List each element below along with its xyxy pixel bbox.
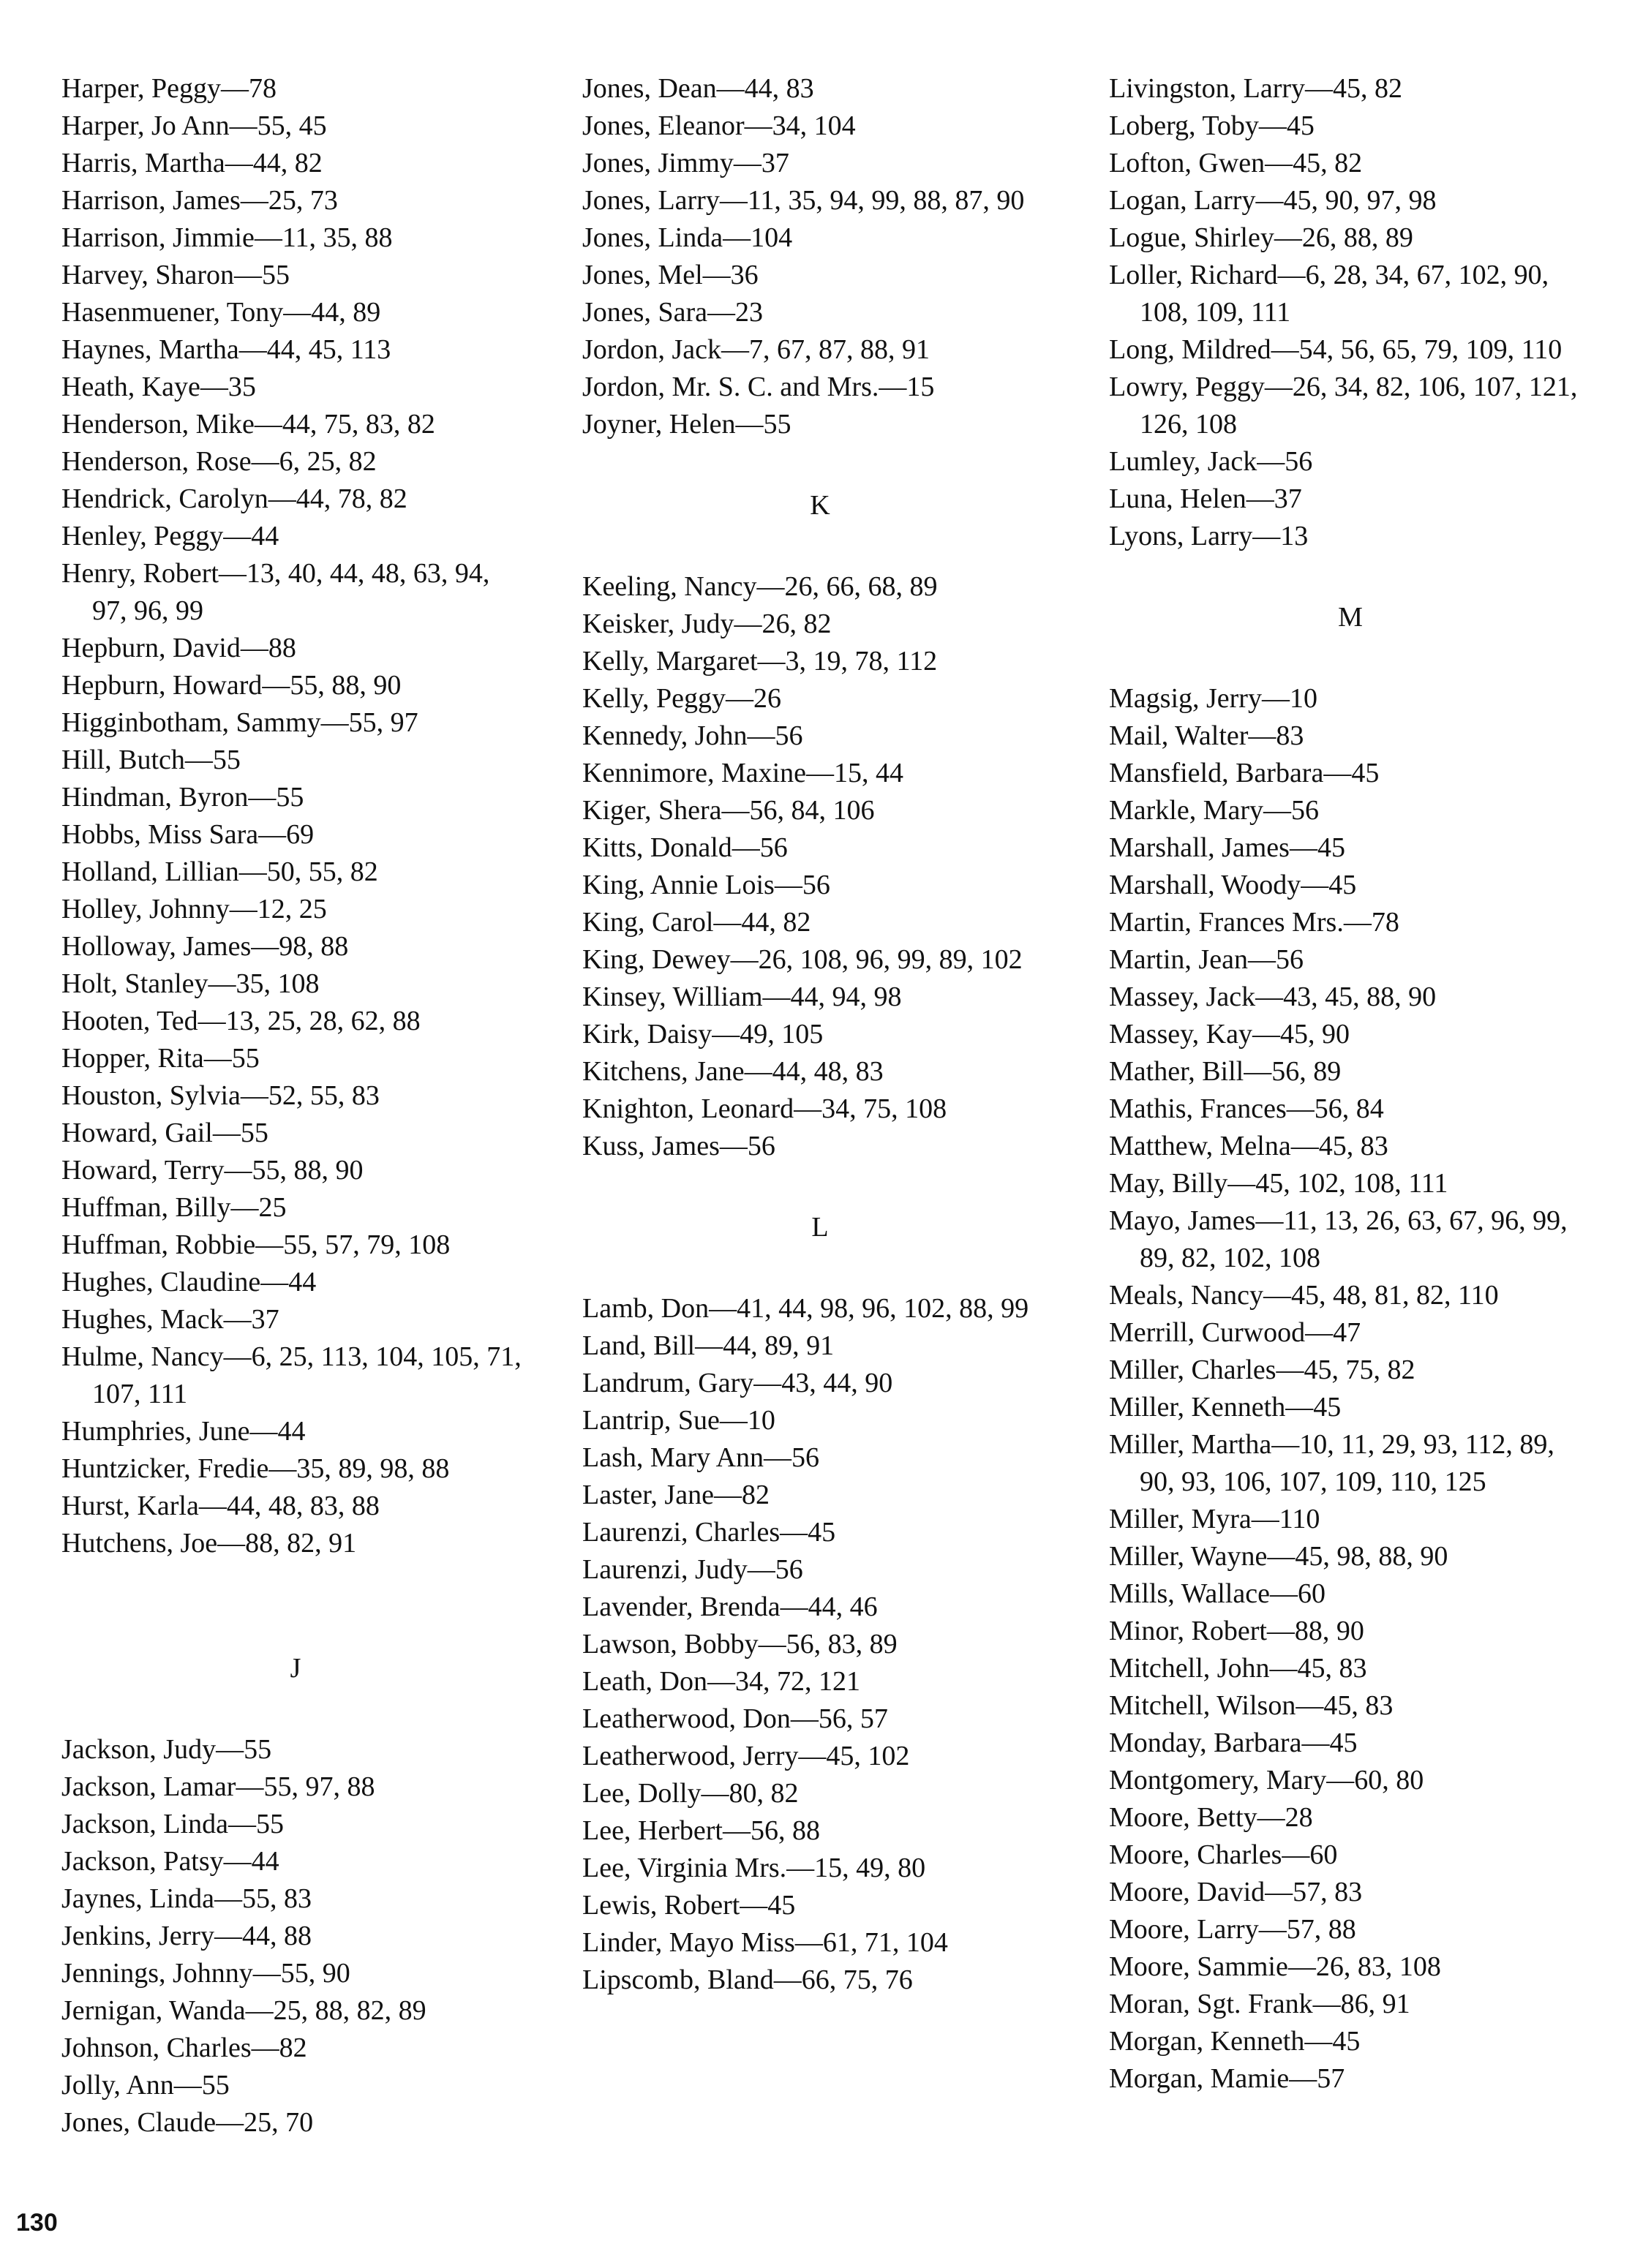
index-entry: Harrison, James—25, 73 [61, 185, 338, 216]
index-entry: Hutchens, Joe—88, 82, 91 [61, 1528, 357, 1559]
index-entry: Leatherwood, Jerry—45, 102 [582, 1741, 910, 1771]
index-entry: Jackson, Patsy—44 [61, 1846, 279, 1877]
index-entry: Mansfield, Barbara—45 [1109, 758, 1380, 788]
index-entry: Moore, Larry—57, 88 [1109, 1914, 1356, 1945]
index-entry: Lewis, Robert—45 [582, 1890, 796, 1921]
index-entry: Hepburn, Howard—55, 88, 90 [61, 670, 402, 701]
index-entry: Huntzicker, Fredie—35, 89, 98, 88 [61, 1453, 450, 1484]
index-entry: Keeling, Nancy—26, 66, 68, 89 [582, 571, 938, 602]
index-entry: Lofton, Gwen—45, 82 [1109, 148, 1363, 178]
index-entry: Higginbotham, Sammy—55, 97 [61, 707, 418, 738]
index-entry: Kitchens, Jane—44, 48, 83 [582, 1056, 884, 1087]
page-number: 130 [16, 2209, 58, 2237]
section-letter: M [1338, 602, 1363, 633]
index-entry: Jordon, Jack—7, 67, 87, 88, 91 [582, 334, 930, 365]
index-entry: Massey, Jack—43, 45, 88, 90 [1109, 982, 1437, 1012]
index-entry: Jolly, Ann—55 [61, 2070, 230, 2101]
index-entry: Harper, Jo Ann—55, 45 [61, 110, 327, 141]
index-entry: Miller, Myra—110 [1109, 1504, 1320, 1534]
index-entry: Knighton, Leonard—34, 75, 108 [582, 1093, 947, 1124]
index-entry: Livingston, Larry—45, 82 [1109, 73, 1403, 104]
index-entry: Holland, Lillian—50, 55, 82 [61, 856, 378, 887]
index-entry: Kiger, Shera—56, 84, 106 [582, 795, 875, 826]
index-entry: Laurenzi, Judy—56 [582, 1554, 803, 1585]
index-entry: Kuss, James—56 [582, 1131, 775, 1161]
index-entry: Lee, Virginia Mrs.—15, 49, 80 [582, 1853, 926, 1883]
index-entry: Linder, Mayo Miss—61, 71, 104 [582, 1927, 948, 1958]
index-group [61, 70, 530, 1562]
index-entry: Johnson, Charles—82 [61, 2032, 307, 2063]
index-entry: Holloway, James—98, 88 [61, 931, 349, 962]
index-entry: Jones, Claude—25, 70 [61, 2107, 314, 2138]
index-group [582, 487, 1058, 1165]
index-column-2 [582, 70, 1058, 1999]
section-letter: L [811, 1212, 829, 1243]
index-entry: Land, Bill—44, 89, 91 [582, 1330, 835, 1361]
index-entry: Hooten, Ted—13, 25, 28, 62, 88 [61, 1006, 421, 1036]
index-entry: Hopper, Rita—55 [61, 1043, 260, 1074]
index-entry: Miller, Martha—10, 11, 29, 93, 112, 89, 90, 93, 106, 107, 109, 110, 125 [1109, 1429, 1554, 1497]
index-entry: Montgomery, Mary—60, 80 [1109, 1765, 1424, 1796]
index-entry: Jones, Larry—11, 35, 94, 99, 88, 87, 90 [582, 185, 1025, 216]
index-entry: Jackson, Lamar—55, 97, 88 [61, 1771, 375, 1802]
section-letter: K [810, 490, 830, 521]
index-column-3 [1109, 70, 1592, 2098]
index-entry: Lantrip, Sue—10 [582, 1405, 775, 1436]
index-entry: Lawson, Bobby—56, 83, 89 [582, 1629, 898, 1659]
index-entry: Hurst, Karla—44, 48, 83, 88 [61, 1491, 380, 1521]
index-entry: Holley, Johnny—12, 25 [61, 894, 327, 924]
index-entry: Lash, Mary Ann—56 [582, 1442, 820, 1473]
index-entry: Jordon, Mr. S. C. and Mrs.—15 [582, 372, 935, 402]
index-group [582, 1209, 1058, 1999]
index-group [1109, 599, 1592, 2098]
index-entry: Harris, Martha—44, 82 [61, 148, 323, 178]
index-entry: King, Annie Lois—56 [582, 870, 830, 900]
index-entry: Jernigan, Wanda—25, 88, 82, 89 [61, 1995, 426, 2026]
index-entry: Marshall, James—45 [1109, 832, 1345, 863]
index-entry: Lee, Dolly—80, 82 [582, 1778, 799, 1809]
index-entry: Mitchell, John—45, 83 [1109, 1653, 1367, 1684]
index-entry: Huffman, Billy—25 [61, 1192, 287, 1223]
index-entry: Jones, Jimmy—37 [582, 148, 789, 178]
index-entry: Howard, Terry—55, 88, 90 [61, 1155, 364, 1186]
index-entry: Jaynes, Linda—55, 83 [61, 1883, 312, 1914]
index-entry: Moore, Betty—28 [1109, 1802, 1313, 1833]
index-entry: Keisker, Judy—26, 82 [582, 609, 832, 639]
index-entry: Laster, Jane—82 [582, 1480, 770, 1510]
index-entry: Huffman, Robbie—55, 57, 79, 108 [61, 1229, 451, 1260]
index-entry: Minor, Robert—88, 90 [1109, 1616, 1364, 1646]
index-entry: Marshall, Woody—45 [1109, 870, 1357, 900]
index-entry: Miller, Wayne—45, 98, 88, 90 [1109, 1541, 1448, 1572]
index-entry: Lee, Herbert—56, 88 [582, 1815, 820, 1846]
index-entry: Jennings, Johnny—55, 90 [61, 1958, 350, 1989]
index-entry: Houston, Sylvia—52, 55, 83 [61, 1080, 380, 1111]
index-entry: Heath, Kaye—35 [61, 372, 256, 402]
index-entry: Mayo, James—11, 13, 26, 63, 67, 96, 99, 89, 82, 102, 108 [1109, 1205, 1568, 1273]
index-entry: Jones, Mel—36 [582, 260, 759, 290]
index-entry: Laurenzi, Charles—45 [582, 1517, 836, 1548]
index-entry: Hindman, Byron—55 [61, 782, 304, 813]
index-entry: King, Carol—44, 82 [582, 907, 811, 938]
index-entry: Haynes, Martha—44, 45, 113 [61, 334, 391, 365]
index-entry: Jones, Dean—44, 83 [582, 73, 814, 104]
index-entry: Moore, Sammie—26, 83, 108 [1109, 1951, 1441, 1982]
index-entry: Mail, Walter—83 [1109, 720, 1304, 751]
index-entry: Luna, Helen—37 [1109, 483, 1302, 514]
index-entry: Henderson, Rose—6, 25, 82 [61, 446, 377, 477]
index-entry: Hepburn, David—88 [61, 633, 296, 663]
index-entry: Henry, Robert—13, 40, 44, 48, 63, 94, 97, 96, 99 [61, 558, 490, 626]
index-entry: Long, Mildred—54, 56, 65, 79, 109, 110 [1109, 334, 1563, 365]
index-entry: Joyner, Helen—55 [582, 409, 791, 440]
index-entry: Jones, Linda—104 [582, 222, 793, 253]
index-entry: Hughes, Mack—37 [61, 1304, 279, 1335]
index-entry: Kennimore, Maxine—15, 44 [582, 758, 904, 788]
index-entry: Lumley, Jack—56 [1109, 446, 1313, 477]
index-entry: Harper, Peggy—78 [61, 73, 277, 104]
index-entry: Mather, Bill—56, 89 [1109, 1056, 1342, 1087]
index-entry: Henderson, Mike—44, 75, 83, 82 [61, 409, 435, 440]
index-entry: Loller, Richard—6, 28, 34, 67, 102, 90, 108, 109, 111 [1109, 260, 1549, 328]
index-entry: Markle, Mary—56 [1109, 795, 1320, 826]
index-entry: Lipscomb, Bland—66, 75, 76 [582, 1964, 913, 1995]
section-letter: J [290, 1653, 301, 1684]
index-entry: Hulme, Nancy—6, 25, 113, 104, 105, 71, 107, 111 [61, 1341, 522, 1409]
index-entry: Logue, Shirley—26, 88, 89 [1109, 222, 1413, 253]
index-entry: Jones, Sara—23 [582, 297, 763, 328]
index-entry: Morgan, Kenneth—45 [1109, 2026, 1361, 2057]
index-entry: Jones, Eleanor—34, 104 [582, 110, 856, 141]
index-entry: Merrill, Curwood—47 [1109, 1317, 1361, 1348]
index-entry: Massey, Kay—45, 90 [1109, 1019, 1350, 1050]
index-column-1 [61, 70, 530, 2141]
index-entry: Kelly, Margaret—3, 19, 78, 112 [582, 646, 938, 677]
index-entry: Henley, Peggy—44 [61, 521, 279, 551]
index-entry: Jackson, Linda—55 [61, 1809, 284, 1839]
index-entry: Martin, Jean—56 [1109, 944, 1304, 975]
index-entry: Kennedy, John—56 [582, 720, 803, 751]
index-entry: Hasenmuener, Tony—44, 89 [61, 297, 381, 328]
index-entry: Magsig, Jerry—10 [1109, 683, 1317, 714]
index-entry: May, Billy—45, 102, 108, 111 [1109, 1168, 1448, 1199]
index-entry: Lowry, Peggy—26, 34, 82, 106, 107, 121, 126, 108 [1109, 372, 1578, 440]
index-entry: Matthew, Melna—45, 83 [1109, 1131, 1388, 1161]
index-entry: Hughes, Claudine—44 [61, 1267, 317, 1297]
index-entry: Harrison, Jimmie—11, 35, 88 [61, 222, 393, 253]
index-entry: Kelly, Peggy—26 [582, 683, 781, 714]
index-entry: Kirk, Daisy—49, 105 [582, 1019, 824, 1050]
index-entry: Kinsey, William—44, 94, 98 [582, 982, 902, 1012]
index-entry: Meals, Nancy—45, 48, 81, 82, 110 [1109, 1280, 1499, 1311]
index-entry: Logan, Larry—45, 90, 97, 98 [1109, 185, 1437, 216]
index-entry: Miller, Kenneth—45 [1109, 1392, 1342, 1423]
index-entry: Morgan, Mamie—57 [1109, 2063, 1345, 2094]
index-group [61, 1650, 530, 2141]
index-entry: Lamb, Don—41, 44, 98, 96, 102, 88, 99 [582, 1293, 1029, 1324]
index-entry: Moore, David—57, 83 [1109, 1877, 1363, 1907]
index-entry: Lyons, Larry—13 [1109, 521, 1309, 551]
index-entry: Leath, Don—34, 72, 121 [582, 1666, 860, 1697]
index-entry: Hobbs, Miss Sara—69 [61, 819, 315, 850]
index-group [582, 70, 1058, 443]
index-entry: Lavender, Brenda—44, 46 [582, 1591, 878, 1622]
index-entry: Hendrick, Carolyn—44, 78, 82 [61, 483, 407, 514]
index-entry: Mathis, Frances—56, 84 [1109, 1093, 1384, 1124]
index-entry: Leatherwood, Don—56, 57 [582, 1703, 888, 1734]
index-entry: King, Dewey—26, 108, 96, 99, 89, 102 [582, 944, 1023, 975]
index-entry: Harvey, Sharon—55 [61, 260, 290, 290]
index-entry: Landrum, Gary—43, 44, 90 [582, 1368, 893, 1398]
index-entry: Moore, Charles—60 [1109, 1839, 1338, 1870]
index-entry: Holt, Stanley—35, 108 [61, 968, 320, 999]
index-entry: Humphries, June—44 [61, 1416, 306, 1447]
index-entry: Mitchell, Wilson—45, 83 [1109, 1690, 1394, 1721]
index-entry: Howard, Gail—55 [61, 1118, 268, 1148]
index-entry: Loberg, Toby—45 [1109, 110, 1315, 141]
index-entry: Mills, Wallace—60 [1109, 1578, 1325, 1609]
index-group [1109, 70, 1592, 555]
index-entry: Jenkins, Jerry—44, 88 [61, 1921, 312, 1951]
index-entry: Miller, Charles—45, 75, 82 [1109, 1355, 1415, 1385]
index-entry: Martin, Frances Mrs.—78 [1109, 907, 1399, 938]
index-entry: Monday, Barbara—45 [1109, 1728, 1358, 1758]
index-entry: Jackson, Judy—55 [61, 1734, 272, 1765]
index-entry: Kitts, Donald—56 [582, 832, 788, 863]
index-entry: Hill, Butch—55 [61, 745, 241, 775]
index-entry: Moran, Sgt. Frank—86, 91 [1109, 1989, 1410, 2019]
